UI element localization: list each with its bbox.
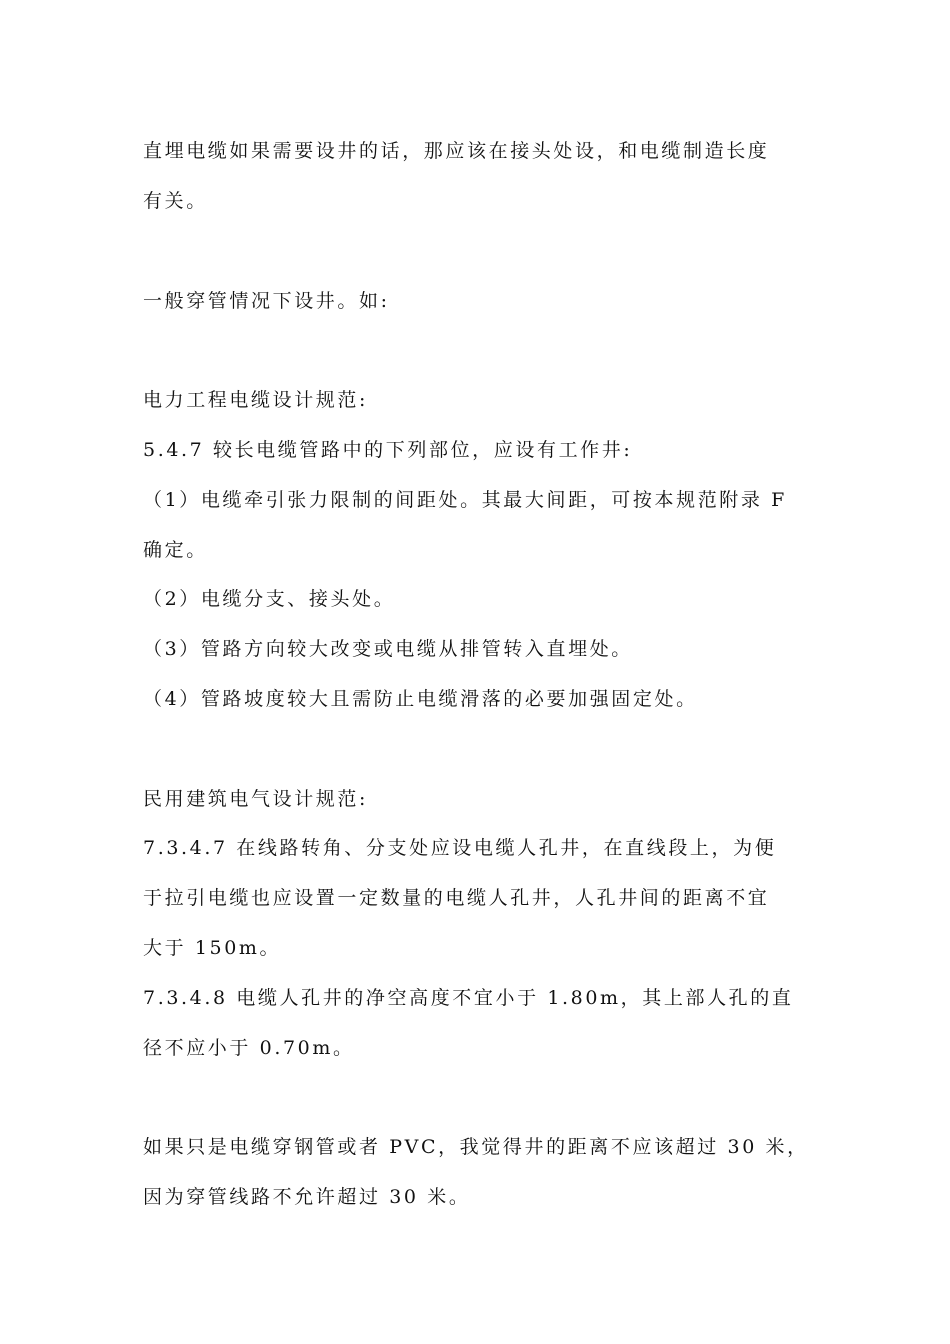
text-line: 因为穿管线路不允许超过 30 米。 (143, 1186, 471, 1208)
text-line: 确定。 (143, 539, 208, 561)
text-line: 大于 150m。 (143, 937, 282, 959)
section-heading: 民用建筑电气设计规范: (143, 788, 369, 810)
list-item: （1）电缆牵引张力限制的间距处。其最大间距，可按本规范附录 F (143, 489, 787, 511)
text-line: 直埋电缆如果需要设井的话，那应该在接头处设，和电缆制造长度 (143, 140, 770, 162)
list-item: （3）管路方向较大改变或电缆从排管转入直埋处。 (143, 638, 633, 660)
text-line: 于拉引电缆也应设置一定数量的电缆人孔井，人孔井间的距离不宜 (143, 887, 770, 909)
text-line: 径不应小于 0.70m。 (143, 1037, 355, 1059)
text-line: 有关。 (143, 190, 208, 212)
section-heading: 电力工程电缆设计规范: (143, 389, 369, 411)
text-line: 一般穿管情况下设井。如: (143, 290, 390, 312)
clause-text: 7.3.4.8 电缆人孔井的净空高度不宜小于 1.80m，其上部人孔的直 (143, 987, 794, 1009)
text-line: 如果只是电缆穿钢管或者 PVC，我觉得井的距离不应该超过 30 米， (143, 1136, 809, 1158)
clause-text: 7.3.4.7 在线路转角、分支处应设电缆人孔井，在直线段上，为便 (143, 837, 777, 859)
list-item: （2）电缆分支、接头处。 (143, 588, 396, 610)
list-item: （4）管路坡度较大且需防止电缆滑落的必要加强固定处。 (143, 688, 698, 710)
clause-text: 5.4.7 较长电缆管路中的下列部位，应设有工作井: (143, 439, 633, 461)
